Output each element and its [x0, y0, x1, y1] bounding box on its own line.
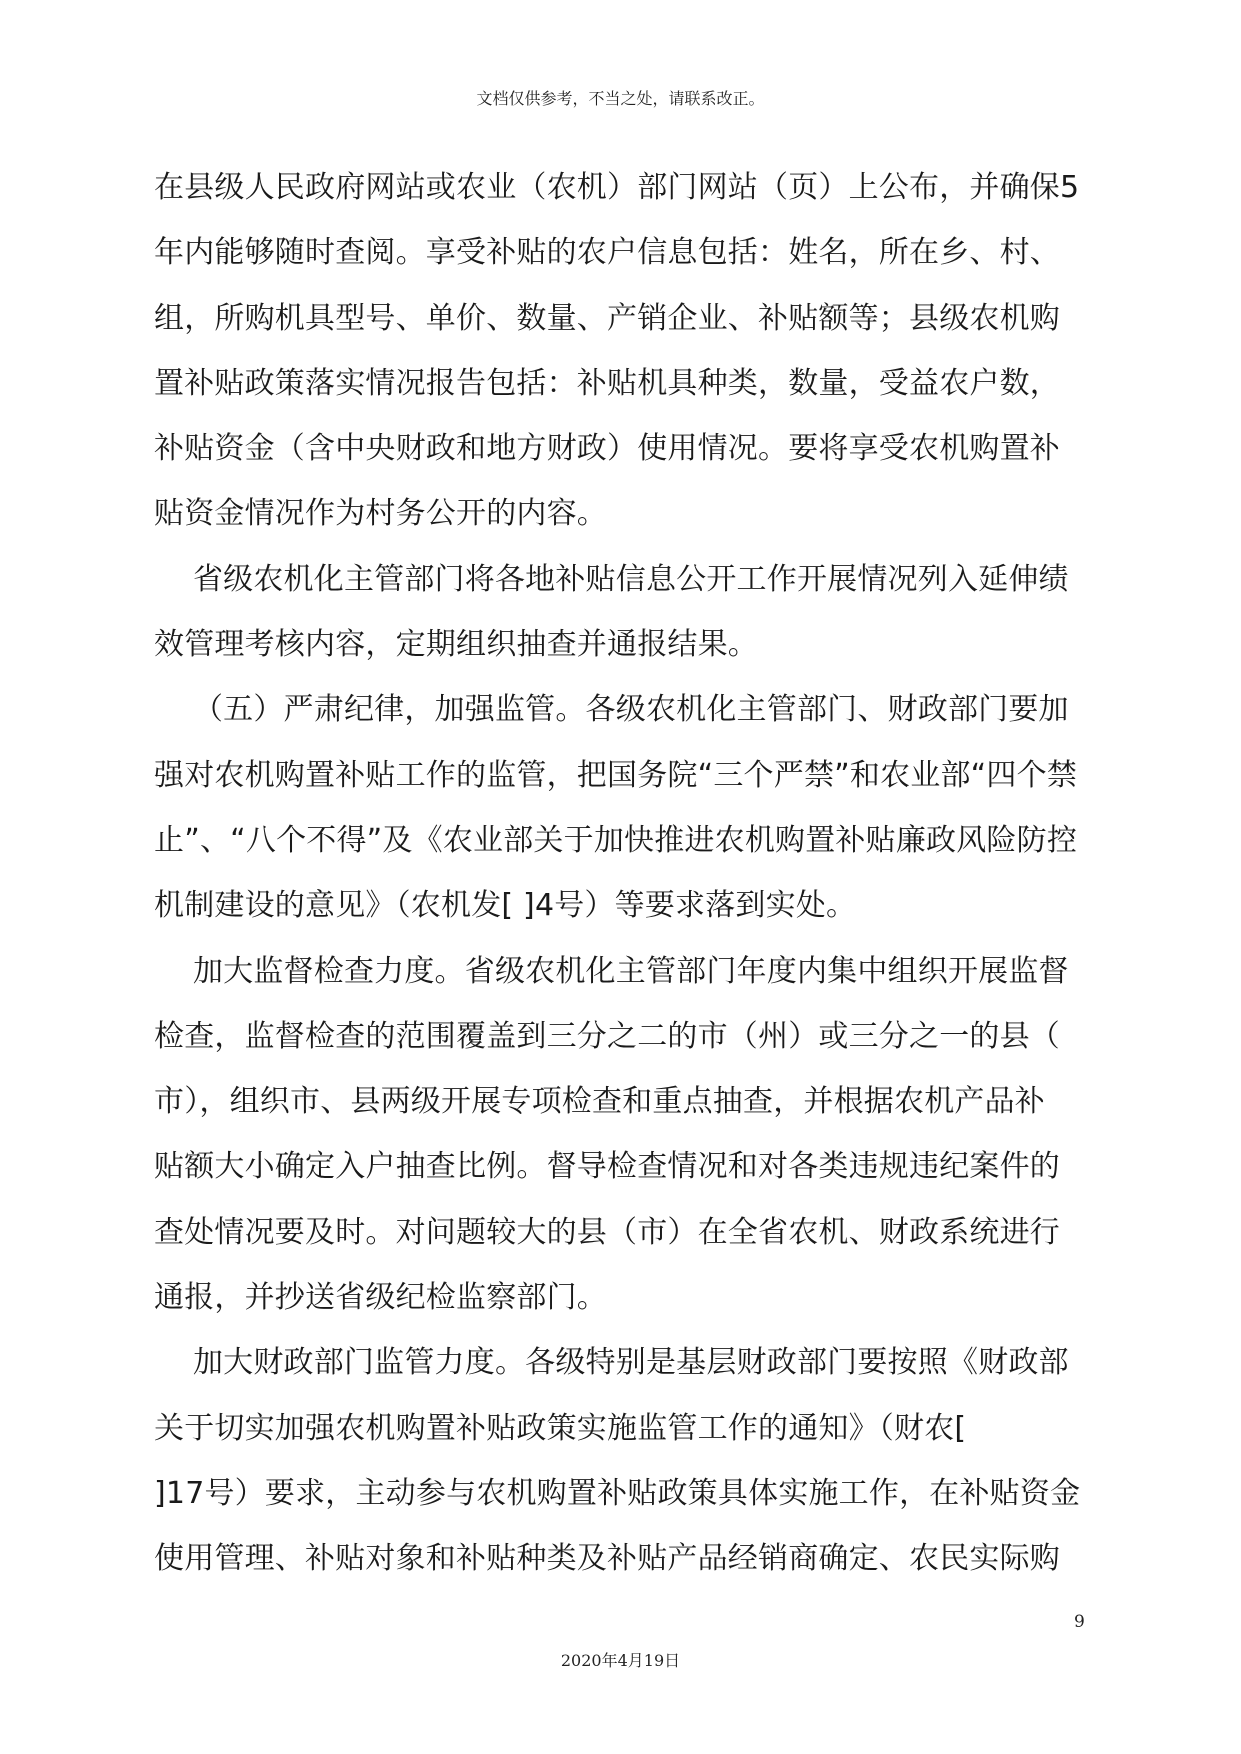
page-number: 9: [1074, 1612, 1085, 1632]
text-line: 贴资金情况作为村务公开的内容。: [154, 496, 607, 532]
text-line: 使用管理、补贴对象和补贴种类及补贴产品经销商确定、农民实际购: [154, 1541, 1060, 1577]
text-line: 效管理考核内容，定期组织抽查并通报结果。: [154, 627, 758, 663]
text-line: 年内能够随时查阅。享受补贴的农户信息包括：姓名，所在乡、村、: [154, 235, 1060, 271]
text-line: 机制建设的意见》（农机发[ ]4号）等要求落到实处。: [154, 888, 857, 924]
text-line: 省级农机化主管部门将各地补贴信息公开工作开展情况列入延伸绩: [154, 561, 1069, 597]
text-line: 通报，并抄送省级纪检监察部门。: [154, 1280, 607, 1316]
text-line: 组，所购机具型号、单价、数量、产销企业、补贴额等；县级农机购: [154, 300, 1060, 336]
footer-date: 2020年4月19日: [560, 1651, 681, 1670]
document-body: [154, 155, 1090, 1592]
text-line: 补贴资金（含中央财政和地方财政）使用情况。要将享受农机购置补: [154, 431, 1060, 467]
text-line: 加大监督检查力度。省级农机化主管部门年度内集中组织开展监督: [154, 953, 1069, 989]
text-line: 强对农机购置补贴工作的监管，把国务院“三个严禁”和农业部“四个禁: [154, 757, 1078, 793]
text-line: 贴额大小确定入户抽查比例。督导检查情况和对各类违规违纪案件的: [154, 1149, 1060, 1185]
text-line: 置补贴政策落实情况报告包括：补贴机具种类，数量，受益农户数，: [154, 365, 1060, 401]
text-line: 关于切实加强农机购置补贴政策实施监管工作的通知》（财农[: [154, 1410, 967, 1446]
header-notice: 文档仅供参考，不当之处，请联系改正。: [476, 89, 765, 108]
text-line: （五）严肃纪律，加强监管。各级农机化主管部门、财政部门要加: [154, 692, 1069, 728]
text-line: 市），组织市、县两级开展专项检查和重点抽查，并根据农机产品补: [154, 1084, 1045, 1120]
text-line: ]17号）要求，主动参与农机购置补贴政策具体实施工作，在补贴资金: [154, 1475, 1081, 1511]
text-line: 在县级人民政府网站或农业（农机）部门网站（页）上公布，并确保5: [154, 170, 1080, 205]
text-line: 检查，监督检查的范围覆盖到三分之二的市（州）或三分之一的县（: [154, 1018, 1060, 1054]
text-line: 加大财政部门监管力度。各级特别是基层财政部门要按照《财政部: [154, 1345, 1069, 1381]
text-line: 止”、“八个不得”及《农业部关于加快推进农机购置补贴廉政风险防控: [154, 822, 1078, 858]
text-line: 查处情况要及时。对问题较大的县（市）在全省农机、财政系统进行: [154, 1214, 1060, 1250]
